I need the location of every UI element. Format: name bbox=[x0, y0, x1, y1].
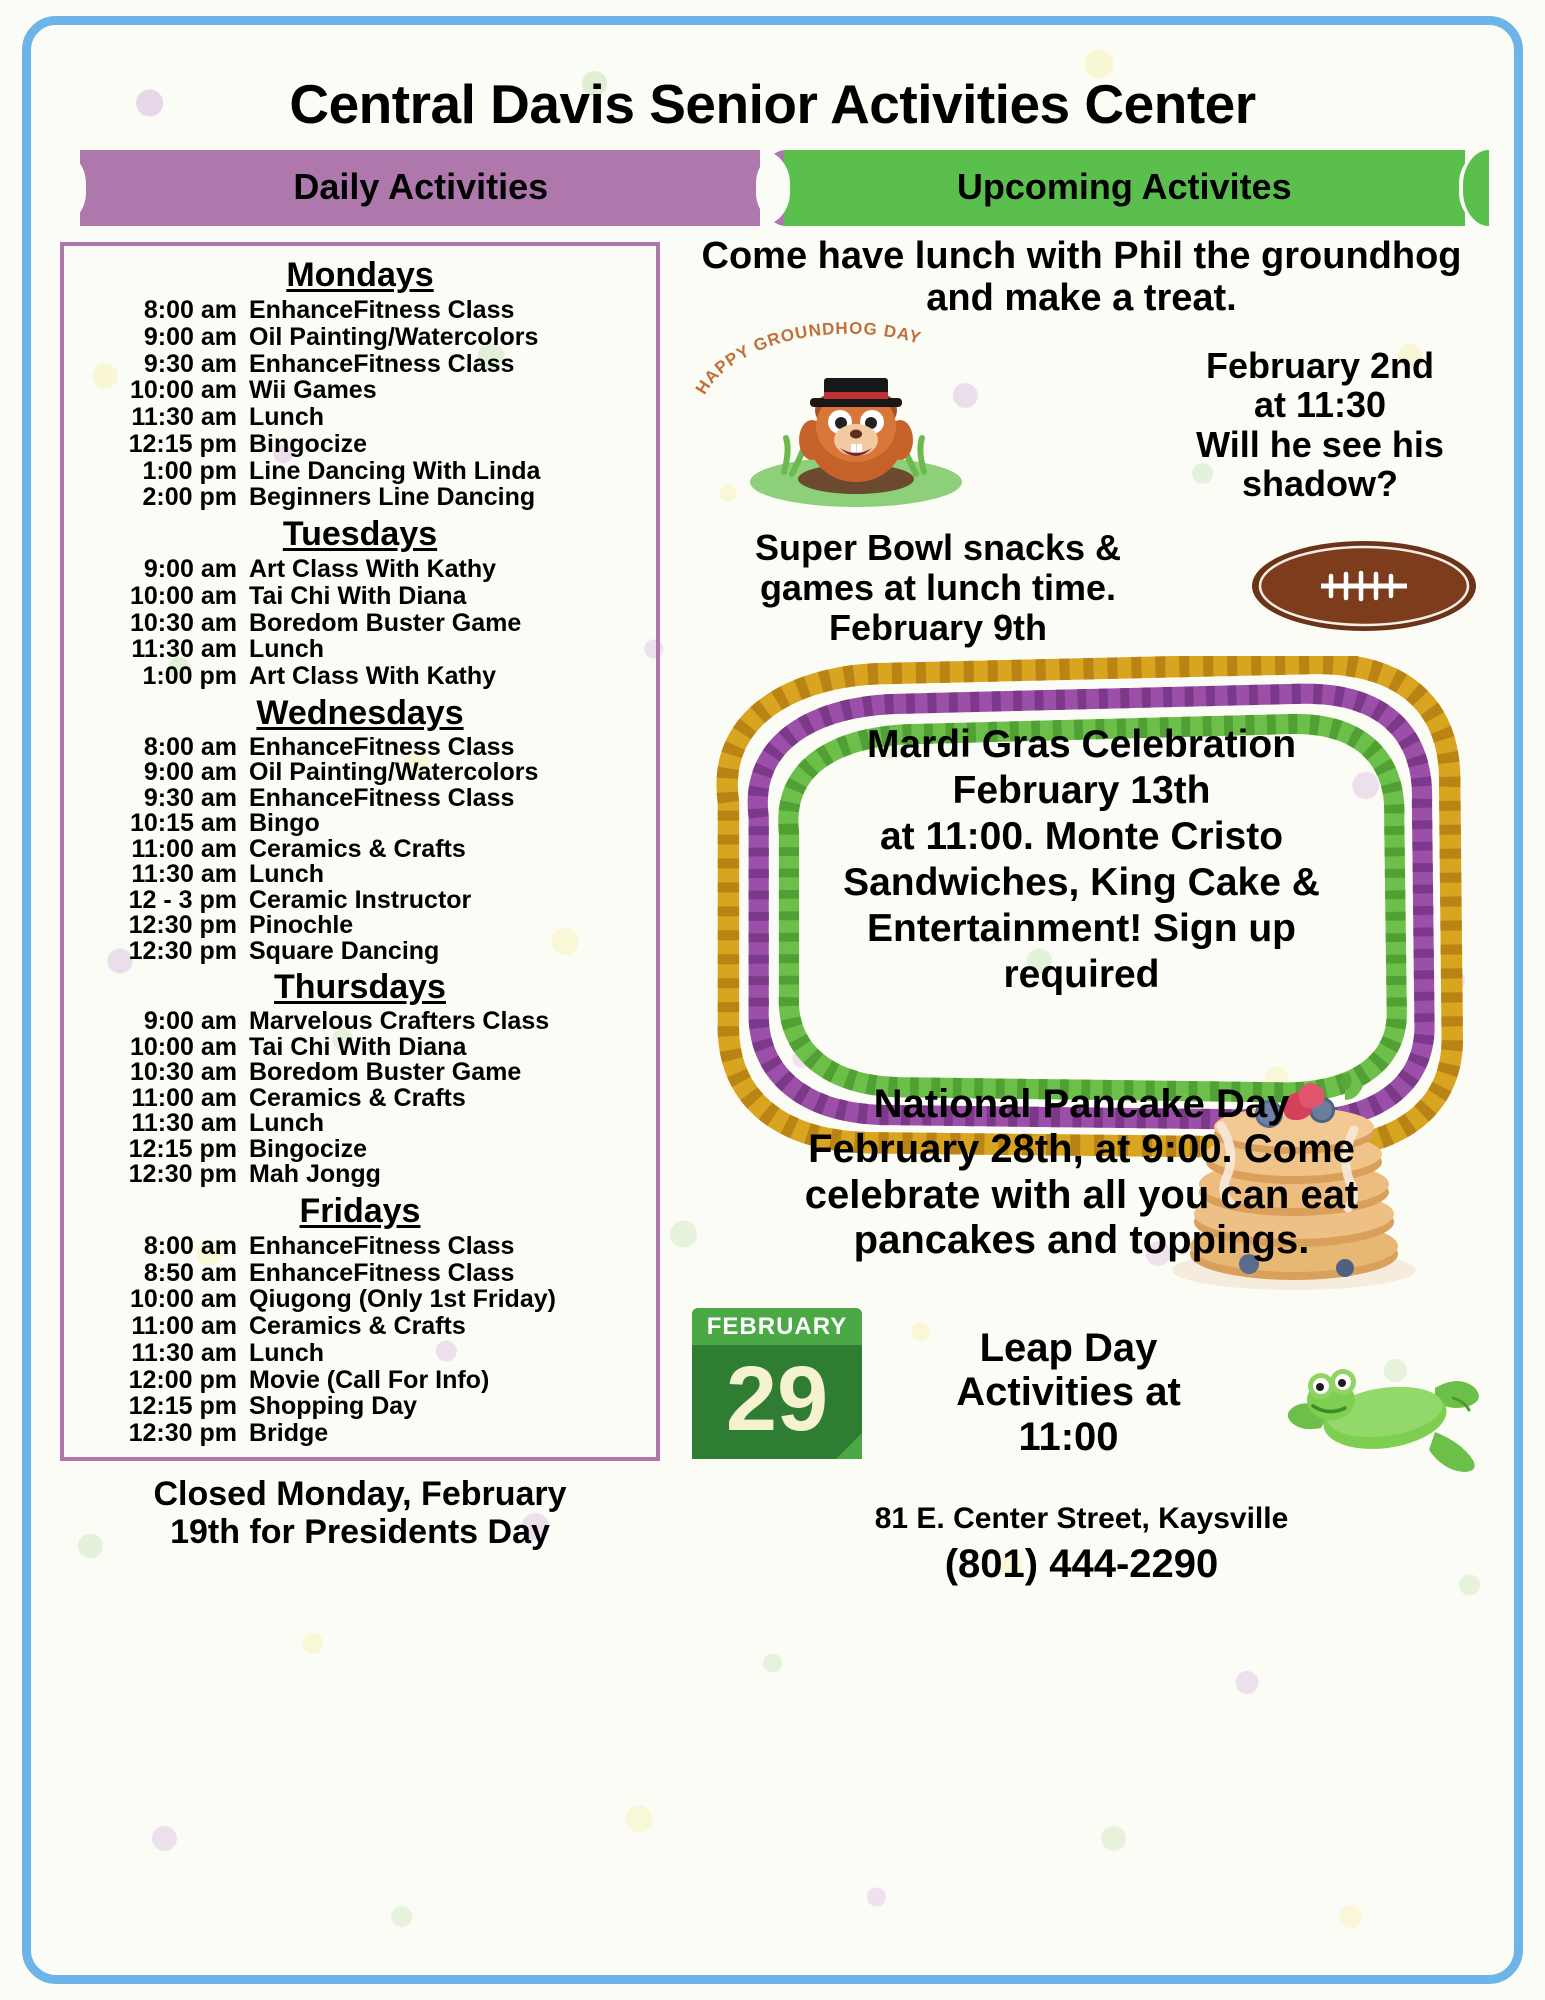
schedule-row bbox=[74, 1083, 646, 1112]
schedule-time: 10:30 am bbox=[129, 1058, 237, 1087]
superbowl-line-3: February 9th bbox=[828, 607, 1048, 649]
phone-number: (801) 444-2290 bbox=[944, 1541, 1219, 1586]
schedule-time: 2:00 pm bbox=[142, 483, 237, 512]
schedule-activity: Oil Painting/Watercolors bbox=[249, 758, 539, 787]
groundhog-details bbox=[1155, 346, 1485, 504]
schedule-row bbox=[74, 760, 646, 786]
schedule-activity: EnhanceFitness Class bbox=[249, 783, 515, 812]
schedule-row bbox=[74, 862, 646, 888]
schedule-time: 12 - 3 pm bbox=[128, 885, 237, 914]
groundhog-detail-line-3: Will he see his bbox=[1196, 423, 1444, 465]
schedule-time: 12:15 pm bbox=[128, 1392, 237, 1421]
schedule-time: 8:00 am bbox=[143, 296, 237, 324]
schedule-activity: EnhanceFitness Class bbox=[249, 1258, 515, 1287]
schedule-row bbox=[74, 663, 646, 690]
schedule-activity: Movie (Call For Info) bbox=[249, 1365, 490, 1394]
superbowl-line-2: games at lunch time. bbox=[759, 566, 1117, 608]
groundhog-detail-line-4: shadow? bbox=[1241, 463, 1398, 505]
day-block-thursdays bbox=[74, 968, 646, 1188]
schedule-activity: Tai Chi With Diana bbox=[249, 1032, 467, 1061]
leap-line-1: Leap Day bbox=[979, 1325, 1158, 1370]
schedule-activity: Bingocize bbox=[249, 1134, 368, 1163]
day-block-mondays bbox=[74, 256, 646, 511]
mardi-line-1: Mardi Gras Celebration bbox=[866, 722, 1297, 766]
groundhog-event bbox=[678, 322, 1485, 518]
pancake-day-event bbox=[678, 1072, 1485, 1302]
schedule-row bbox=[74, 636, 646, 663]
leap-day-text bbox=[862, 1308, 1285, 1460]
groundhog-art-caption: HAPPY GROUNDHOG DAY bbox=[691, 321, 924, 398]
day-heading: Wednesdays bbox=[256, 693, 464, 732]
schedule-activity: Bingocize bbox=[249, 429, 368, 458]
schedule-activity: Art Class With Kathy bbox=[249, 662, 497, 690]
superbowl-event bbox=[678, 522, 1485, 652]
mardi-line-2: February 13th bbox=[952, 768, 1211, 812]
superbowl-line-1: Super Bowl snacks & bbox=[754, 526, 1122, 568]
schedule-time: 12:30 pm bbox=[128, 1419, 237, 1447]
schedule-row bbox=[74, 556, 646, 583]
schedule-row bbox=[74, 1260, 646, 1287]
schedule-activity: Ceramics & Crafts bbox=[249, 1312, 466, 1340]
schedule-row bbox=[74, 1340, 646, 1367]
schedule-activity: Bridge bbox=[249, 1419, 329, 1447]
schedule-activity: Boredom Buster Game bbox=[249, 608, 522, 637]
leap-line-3: 11:00 bbox=[1018, 1415, 1119, 1460]
schedule-time: 10:00 am bbox=[129, 1032, 237, 1061]
svg-text:HAPPY GROUNDHOG DAY bbox=[692, 322, 924, 398]
schedule-row bbox=[74, 834, 646, 863]
pancake-day-text bbox=[678, 1072, 1485, 1264]
leap-line-2: Activities at bbox=[956, 1370, 1181, 1415]
schedule-row bbox=[74, 1060, 646, 1086]
page-title: Central Davis Senior Activities Center bbox=[289, 73, 1256, 135]
schedule-time: 12:30 pm bbox=[128, 936, 237, 965]
schedule-row bbox=[74, 377, 646, 404]
schedule-row bbox=[74, 324, 646, 351]
day-block-tuesdays bbox=[74, 515, 646, 690]
mardi-line-4: Sandwiches, King Cake & bbox=[843, 860, 1320, 904]
schedule-time: 12:30 pm bbox=[128, 911, 237, 940]
schedule-time: 9:30 am bbox=[143, 783, 237, 812]
schedule-activity: Ceramic Instructor bbox=[249, 885, 472, 914]
schedule-row bbox=[74, 1134, 646, 1163]
schedule-time: 9:00 am bbox=[143, 322, 237, 351]
groundhog-detail-line-1: February 2nd bbox=[1205, 344, 1435, 386]
schedule-time: 12:00 pm bbox=[128, 1365, 237, 1394]
schedule-activity: Ceramics & Crafts bbox=[249, 1083, 466, 1112]
calendar-day-number: 29 bbox=[692, 1345, 862, 1460]
closed-notice-line-2: 19th for Presidents Day bbox=[170, 1512, 550, 1551]
schedule-time: 10:00 am bbox=[129, 376, 237, 405]
schedule-activity: EnhanceFitness Class bbox=[249, 1231, 515, 1260]
schedule-time: 8:00 am bbox=[143, 1231, 237, 1260]
schedule-time: 11:30 am bbox=[131, 403, 237, 431]
schedule-row bbox=[74, 811, 646, 837]
address-text: 81 E. Center Street, Kaysville bbox=[874, 1501, 1289, 1535]
day-heading: Mondays bbox=[286, 256, 434, 294]
schedule-activity: Shopping Day bbox=[249, 1392, 418, 1421]
schedule-time: 12:15 pm bbox=[128, 1134, 237, 1163]
schedule-time: 10:30 am bbox=[129, 608, 237, 637]
pancake-line-1: National Pancake Day bbox=[873, 1081, 1290, 1126]
schedule-row bbox=[74, 732, 646, 761]
schedule-time: 8:50 am bbox=[143, 1258, 237, 1287]
frog-icon bbox=[1285, 1348, 1485, 1478]
banner-daily-activities bbox=[80, 150, 762, 226]
schedule-time: 12:15 pm bbox=[128, 429, 237, 458]
schedule-activity: Pinochle bbox=[249, 911, 354, 940]
schedule-time: 9:00 am bbox=[143, 555, 237, 583]
banner-notch-right bbox=[1459, 150, 1489, 226]
schedule-box bbox=[60, 242, 660, 1461]
schedule-row bbox=[74, 1420, 646, 1447]
schedule-time: 9:00 am bbox=[143, 1007, 237, 1036]
schedule-activity: Tai Chi With Diana bbox=[249, 581, 467, 610]
schedule-activity: Line Dancing With Linda bbox=[249, 456, 541, 485]
schedule-activity: Square Dancing bbox=[249, 936, 440, 965]
schedule-time: 11:00 am bbox=[131, 1083, 237, 1112]
schedule-activity: Boredom Buster Game bbox=[249, 1058, 522, 1087]
schedule-time: 1:00 pm bbox=[142, 662, 237, 690]
schedule-row bbox=[74, 583, 646, 610]
day-block-fridays bbox=[74, 1192, 646, 1447]
mardi-line-3: at 11:00. Monte Cristo bbox=[879, 814, 1284, 858]
mardi-line-6: required bbox=[1003, 952, 1160, 996]
schedule-time: 11:30 am bbox=[131, 1338, 237, 1367]
banner-upcoming-label: Upcoming Activites bbox=[956, 166, 1292, 207]
schedule-time: 11:30 am bbox=[131, 635, 237, 664]
mardi-gras-event bbox=[678, 656, 1485, 1056]
schedule-activity: Lunch bbox=[249, 860, 324, 889]
schedule-time: 11:30 am bbox=[131, 1109, 237, 1138]
schedule-activity: EnhanceFitness Class bbox=[249, 349, 515, 378]
schedule-row bbox=[74, 1313, 646, 1340]
schedule-activity: Beginners Line Dancing bbox=[249, 483, 536, 512]
schedule-row bbox=[74, 297, 646, 324]
leap-day-event bbox=[678, 1308, 1485, 1498]
schedule-row bbox=[74, 1162, 646, 1188]
schedule-row bbox=[74, 1009, 646, 1035]
schedule-time: 8:00 am bbox=[143, 732, 237, 761]
groundhog-detail-line-2: at 11:30 bbox=[1253, 384, 1387, 426]
schedule-row bbox=[74, 431, 646, 458]
schedule-row bbox=[74, 783, 646, 812]
schedule-row bbox=[74, 1111, 646, 1137]
schedule-activity: Lunch bbox=[249, 1109, 324, 1138]
schedule-time: 9:30 am bbox=[143, 349, 237, 378]
schedule-time: 11:00 am bbox=[131, 834, 237, 863]
groundhog-headline: Come have lunch with Phil the groundhog and make a treat. bbox=[701, 235, 1462, 319]
schedule-row bbox=[74, 1233, 646, 1260]
schedule-row bbox=[74, 351, 646, 378]
schedule-time: 10:15 am bbox=[129, 809, 237, 838]
schedule-time: 10:00 am bbox=[129, 1285, 237, 1314]
pancake-line-4: pancakes and toppings. bbox=[853, 1218, 1310, 1263]
banner-notch-left bbox=[760, 150, 790, 226]
schedule-activity: Qiugong (Only 1st Friday) bbox=[249, 1285, 556, 1314]
schedule-activity: Oil Painting/Watercolors bbox=[249, 322, 539, 351]
mardi-gras-text bbox=[730, 722, 1433, 998]
schedule-row bbox=[74, 913, 646, 939]
schedule-activity: Bingo bbox=[249, 809, 320, 838]
superbowl-text bbox=[678, 522, 1198, 649]
schedule-row bbox=[74, 404, 646, 431]
schedule-row bbox=[74, 458, 646, 485]
football-icon bbox=[1249, 532, 1479, 640]
schedule-row bbox=[74, 1286, 646, 1313]
schedule-activity: Wii Games bbox=[249, 376, 377, 405]
schedule-row bbox=[74, 936, 646, 965]
schedule-time: 10:00 am bbox=[129, 581, 237, 610]
day-heading: Thursdays bbox=[274, 968, 446, 1007]
schedule-activity: Lunch bbox=[249, 403, 324, 431]
schedule-activity: EnhanceFitness Class bbox=[249, 296, 515, 324]
closed-notice bbox=[60, 1475, 660, 1551]
schedule-row bbox=[74, 484, 646, 511]
day-block-wednesdays bbox=[74, 694, 646, 965]
schedule-activity: Marvelous Crafters Class bbox=[249, 1007, 550, 1036]
banner-daily-label: Daily Activities bbox=[293, 166, 549, 207]
day-heading: Tuesdays bbox=[282, 515, 438, 553]
calendar-month: FEBRUARY bbox=[692, 1308, 862, 1345]
schedule-time: 11:30 am bbox=[131, 860, 237, 889]
banner-notch-left bbox=[56, 150, 86, 226]
schedule-row bbox=[74, 1032, 646, 1061]
schedule-activity: Lunch bbox=[249, 1338, 324, 1367]
schedule-activity: Ceramics & Crafts bbox=[249, 834, 466, 863]
schedule-row bbox=[74, 610, 646, 637]
upcoming-activities-column bbox=[660, 236, 1485, 1587]
schedule-time: 11:00 am bbox=[131, 1312, 237, 1340]
schedule-activity: EnhanceFitness Class bbox=[249, 732, 515, 761]
schedule-row bbox=[74, 885, 646, 914]
schedule-activity: Art Class With Kathy bbox=[249, 555, 497, 583]
schedule-time: 9:00 am bbox=[143, 758, 237, 787]
day-heading: Fridays bbox=[299, 1191, 421, 1230]
pancake-line-2: February 28th, at 9:00. Come bbox=[808, 1127, 1355, 1172]
schedule-activity: Lunch bbox=[249, 635, 324, 664]
calendar-icon bbox=[692, 1308, 862, 1460]
schedule-time: 12:30 pm bbox=[128, 1160, 237, 1189]
groundhog-icon bbox=[688, 322, 1018, 512]
pancake-line-3: celebrate with all you can eat bbox=[804, 1172, 1359, 1217]
schedule-activity: Mah Jongg bbox=[249, 1160, 381, 1189]
mardi-line-5: Entertainment! Sign up bbox=[867, 906, 1296, 950]
schedule-row bbox=[74, 1393, 646, 1420]
schedule-time: 1:00 pm bbox=[142, 456, 237, 485]
section-banners bbox=[60, 150, 1485, 226]
daily-activities-column bbox=[60, 236, 660, 1587]
banner-upcoming-activities bbox=[784, 150, 1466, 226]
closed-notice-line-1: Closed Monday, February bbox=[153, 1474, 567, 1513]
schedule-row bbox=[74, 1367, 646, 1394]
